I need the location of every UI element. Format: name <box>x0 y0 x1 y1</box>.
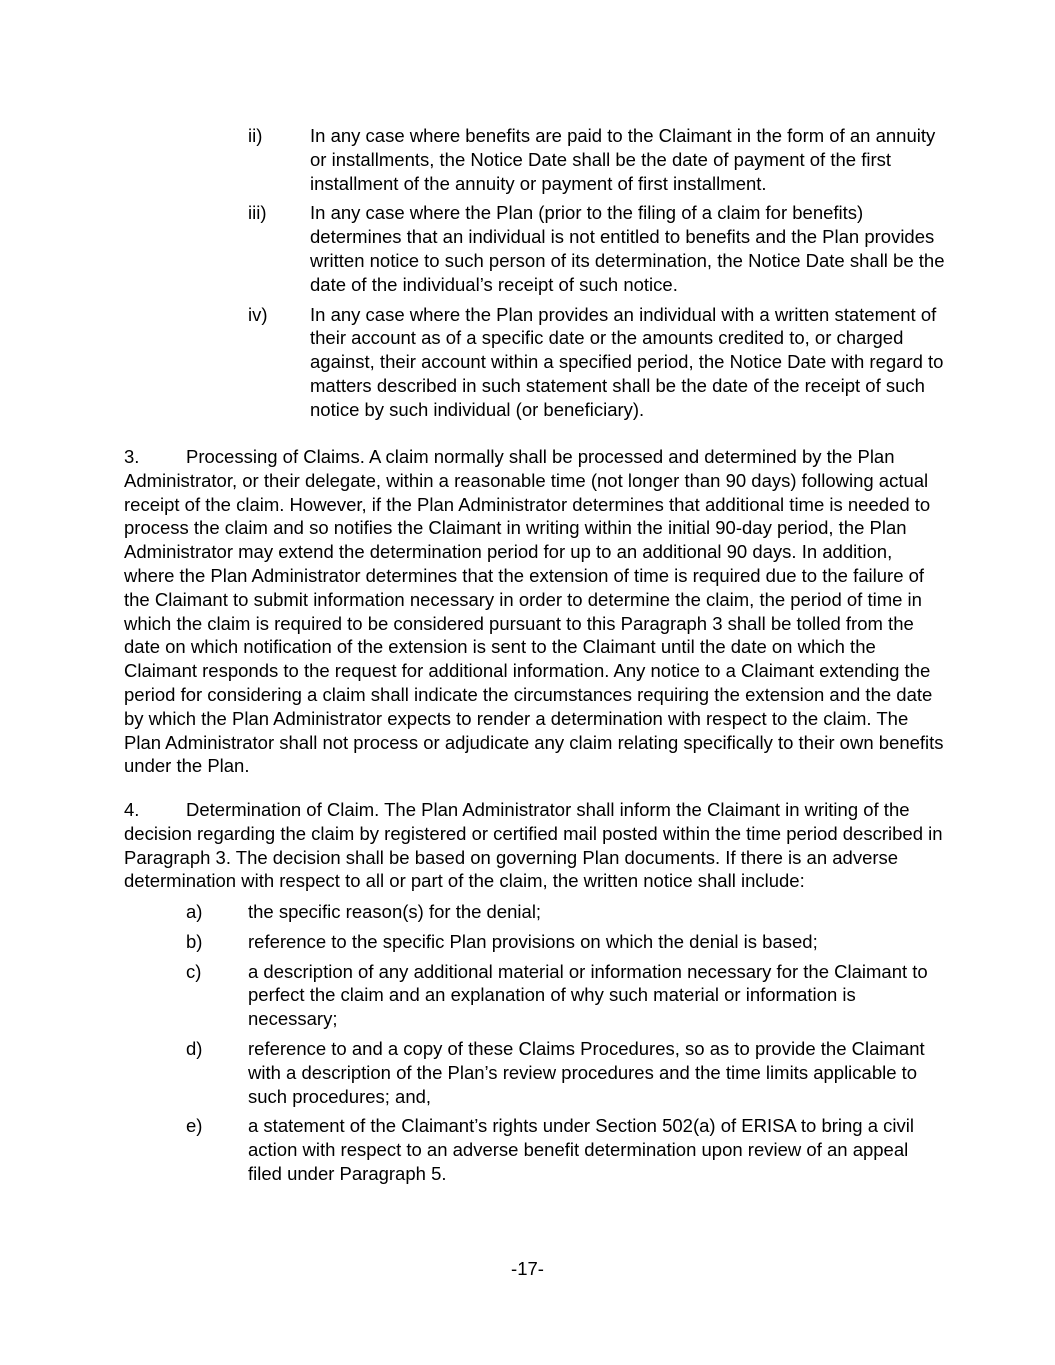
roman-list <box>248 124 948 428</box>
item-letter: a) <box>186 901 203 922</box>
list-item <box>248 201 948 296</box>
item-letter: e) <box>186 1115 203 1137</box>
paragraph-text: A claim normally shall be processed and determined by the Plan Administrator, or their delegate, within a reasonable time (not longer than 90 days) following actual receipt of the claim. However, if the Plan Administrator determines that additional time is needed to process the claim and so notifies the Claimant in writing within the initial 90-day period, the Plan Administrator may extend the determination period for up to an additional 90 days. In addition, where the Plan Administrator determines that the extension of time is required due to the failure of the Claimant to submit information necessary in order to determine the claim, the period of time in which the claim is required to be considered pursuant to this Paragraph 3 shall be tolled from the date on which notification of the extension is sent to the Claimant until the date on which the Claimant responds to the request for additional information. Any notice to a Claimant extending the period for considering a claim shall indicate the circumstances requiring the extension and the date by which the Plan Administrator expects to render a determination with respect to the claim. The Plan Administrator shall not process or adjudicate any claim relating specifically to their own benefits under the Plan. <box>124 446 944 777</box>
list-item <box>186 1037 946 1108</box>
alpha-list <box>186 900 946 1192</box>
item-text: In any case where the Plan (prior to the filing of a claim for benefits) determines that an individual is not entitled to benefits and the Plan provides written notice to such person of its determination, the Notice Date shall be the date of the individual’s receipt of such notice. <box>310 202 945 295</box>
paragraph-text: The Plan Administrator shall inform the Claimant in writing of the decision regarding the claim by registered or certified mail posted within the time period described in Paragraph 3. The decision shall be based on governing Plan documents. If there is an adverse determination with respect to all or part of the claim, the written notice shall include: <box>124 799 943 892</box>
paragraph-title: Processing of Claims. <box>186 446 365 467</box>
list-item <box>248 124 948 195</box>
item-number: ii) <box>248 125 263 146</box>
item-text: reference to and a copy of these Claims Procedures, so as to provide the Claimant with a description of the Plan’s review procedures and the time limits applicable to such procedures; and, <box>248 1037 925 1107</box>
list-item <box>186 900 946 924</box>
paragraph-determination-of-claim <box>124 798 944 893</box>
item-number: iii) <box>248 202 267 224</box>
list-item <box>186 960 946 1031</box>
page-number: -17- <box>511 1258 544 1279</box>
paragraph-number: 3. <box>124 446 140 467</box>
item-text: In any case where the Plan provides an individual with a written statement of their account as of a specific date or the amounts credited to, or charged against, their account within a specified period, the Notice Date with regard to matters described in such statement shall be the date of the receipt of such notice by such individual (or beneficiary). <box>310 303 944 420</box>
item-letter: c) <box>186 960 202 982</box>
paragraph-title: Determination of Claim. <box>186 799 380 820</box>
item-text: In any case where benefits are paid to the Claimant in the form of an annuity or installments, the Notice Date shall be the date of payment of the first installment of the annuity or payment of first installment. <box>310 125 936 194</box>
item-text: a description of any additional material or information necessary for the Claimant to perfect the claim and an explanation of why such material or information is necessary; <box>248 960 928 1030</box>
item-letter: b) <box>186 930 203 952</box>
list-item <box>186 930 946 954</box>
list-item <box>186 1114 946 1185</box>
item-number: iv) <box>248 303 268 325</box>
paragraph-processing-of-claims <box>124 445 944 778</box>
item-letter: d) <box>186 1037 203 1059</box>
list-item <box>248 303 948 422</box>
paragraph-number: 4. <box>124 799 140 820</box>
item-text: a statement of the Claimant’s rights under Section 502(a) of ERISA to bring a civil action with respect to an adverse benefit determination upon review of an appeal filed under Paragraph 5. <box>248 1115 914 1184</box>
item-text: the specific reason(s) for the denial; <box>248 901 542 922</box>
item-text: reference to the specific Plan provisions on which the denial is based; <box>248 930 818 952</box>
